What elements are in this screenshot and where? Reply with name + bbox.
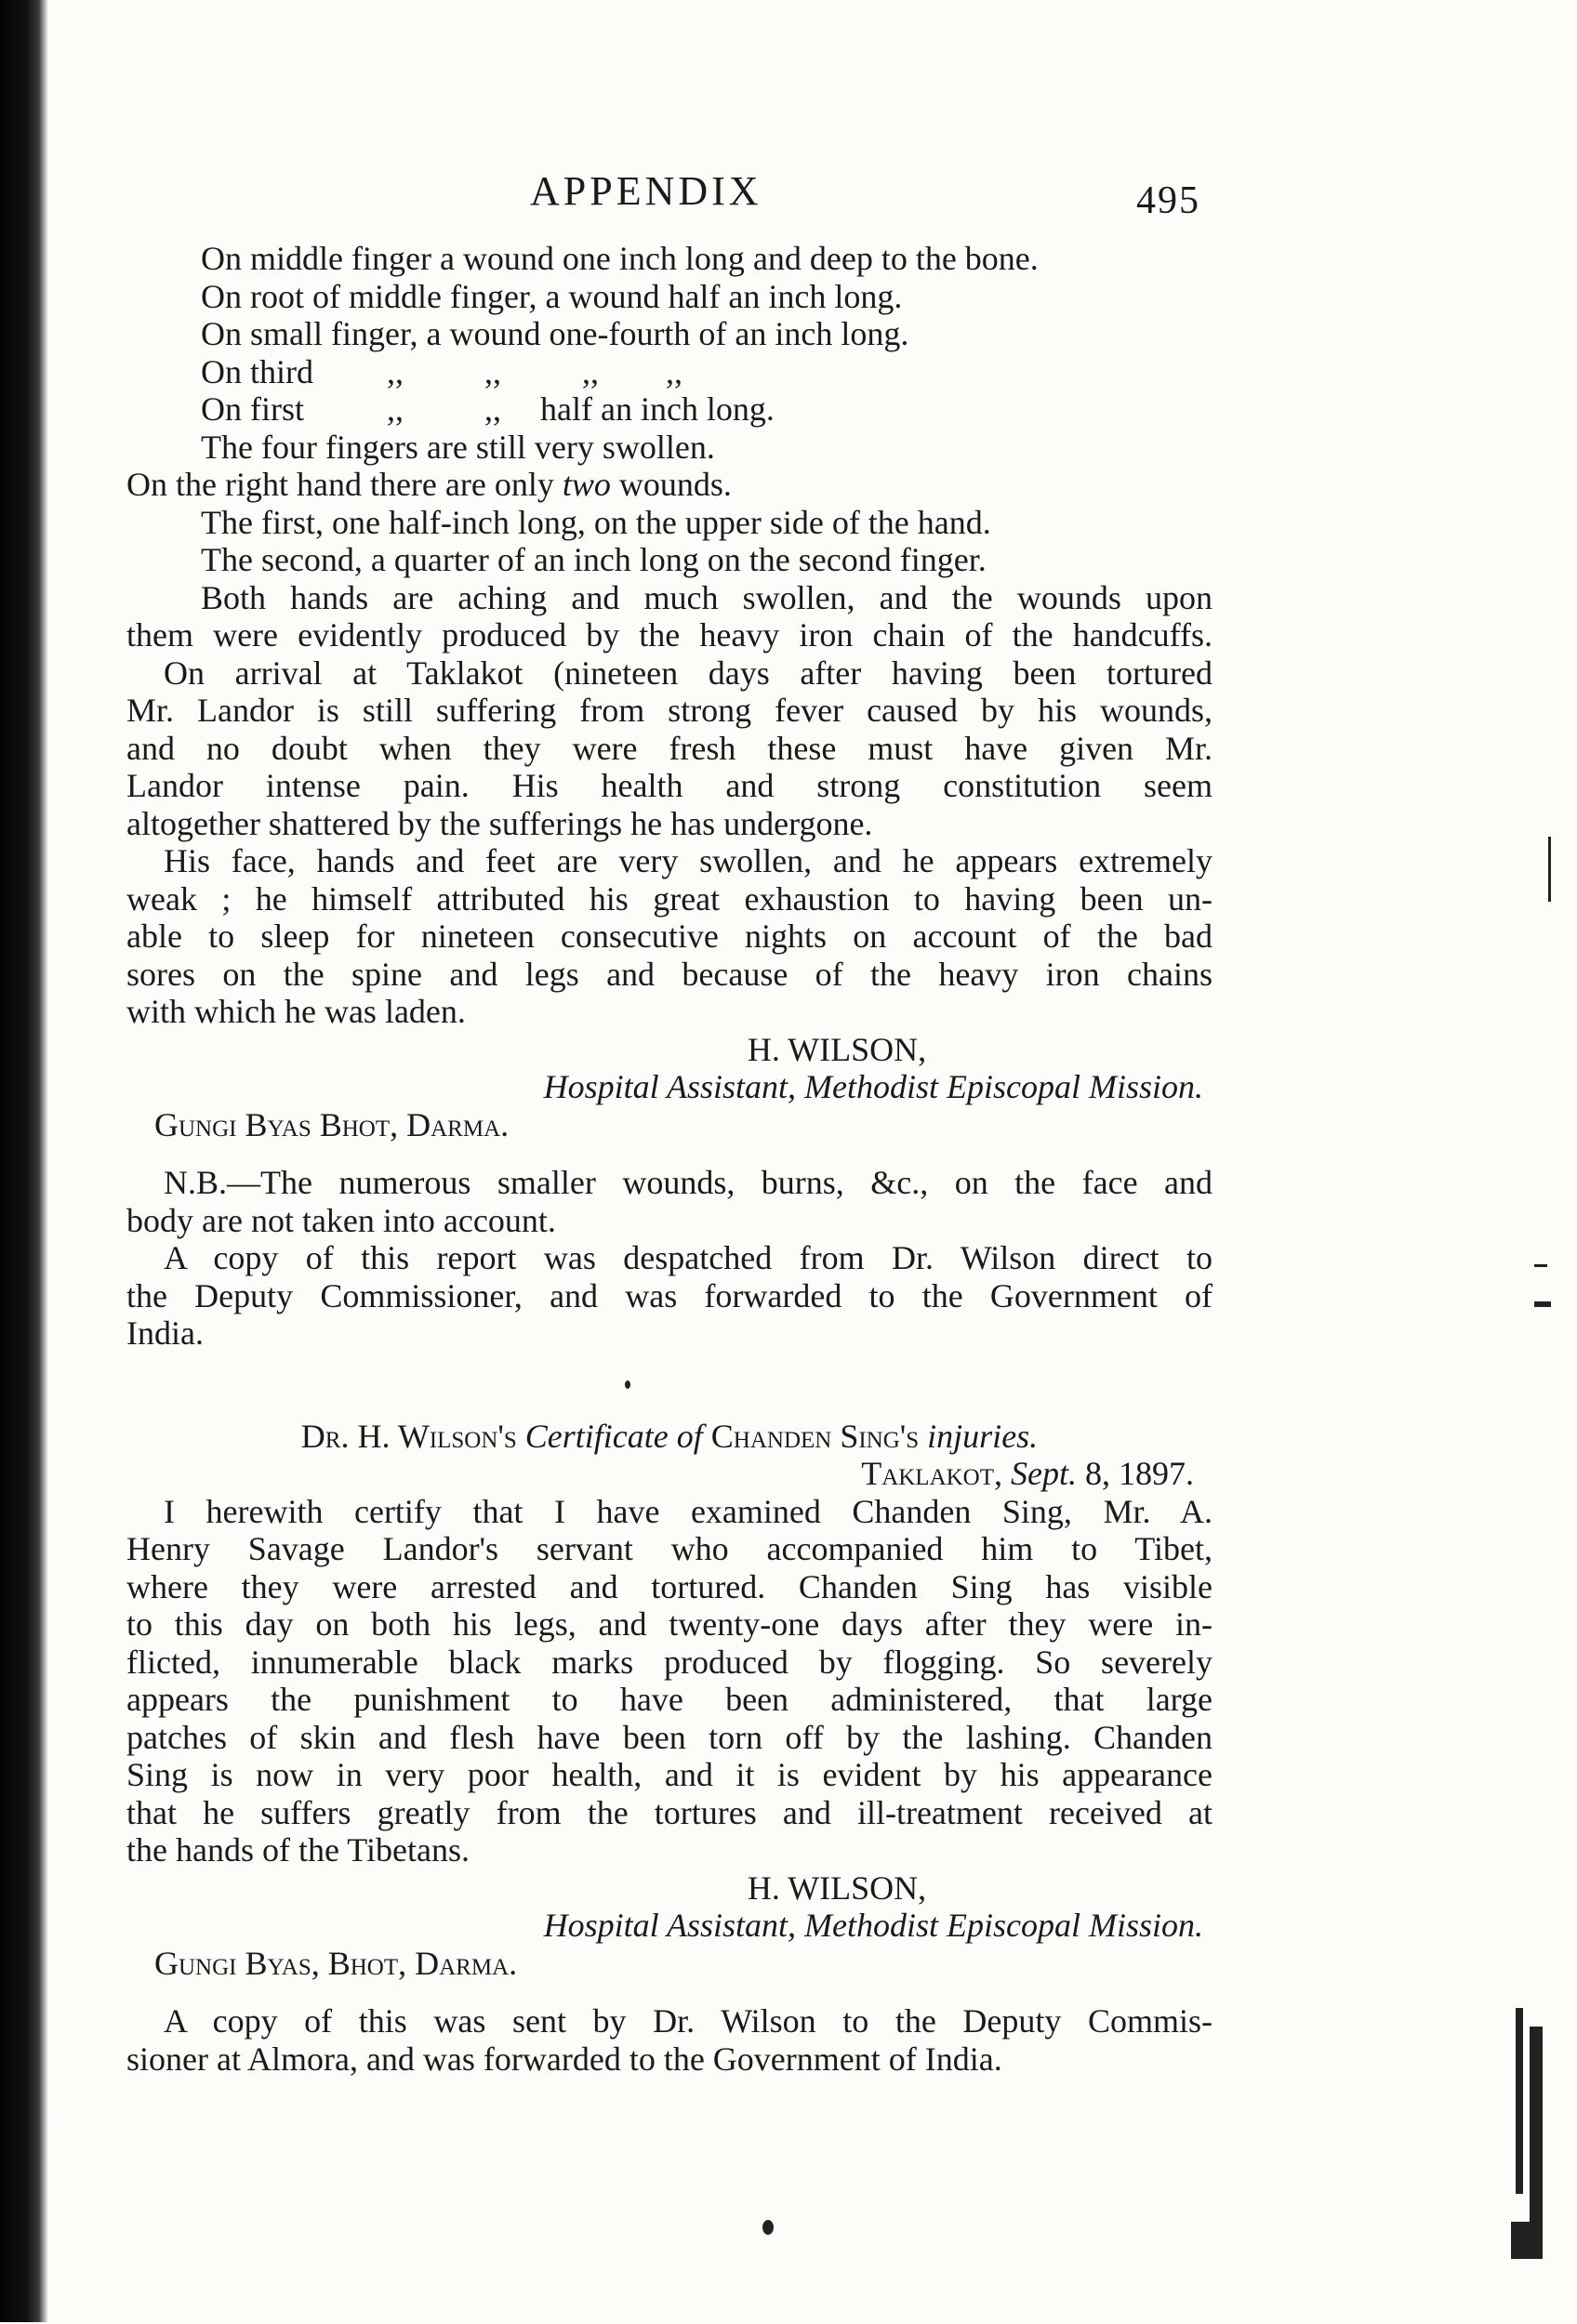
paragraph-line: where they were arrested and tortured. Chanden Sing has visible bbox=[126, 1567, 1213, 1605]
signature-name: H. WILSON, bbox=[747, 1868, 927, 1907]
place-line: Gungi Byas Bhot, Darma. bbox=[154, 1105, 510, 1143]
heading-certificate: Certificate of bbox=[524, 1417, 703, 1455]
paragraph-line: the Deputy Commissioner, and was forwarded to the Government of bbox=[126, 1276, 1213, 1314]
paragraph-line: A copy of this report was despatched from Dr. Wilson direct to bbox=[164, 1239, 1213, 1276]
paragraph-line: flicted, innumerable black marks produced by flogging. So severely bbox=[126, 1643, 1213, 1681]
paragraph-line: them were evidently produced by the heavy iron chain of the handcuffs. bbox=[126, 616, 1213, 654]
first-wound-line: The first, one half-inch long, on the upper side of the hand. bbox=[201, 503, 991, 541]
page-number: 495 bbox=[1136, 179, 1200, 222]
place-line: Gungi Byas, Bhot, Darma. bbox=[154, 1944, 518, 1982]
heading-name: Dr. H. Wilson's bbox=[300, 1417, 517, 1455]
page-body bbox=[126, 240, 1213, 2078]
signature-title: Hospital Assistant, Methodist Episcopal Mission. bbox=[543, 1907, 1203, 1944]
paragraph-line: On arrival at Taklakot (nineteen days after having been tortured bbox=[164, 654, 1213, 692]
running-header bbox=[0, 167, 1577, 232]
date-month: Sept. bbox=[1011, 1455, 1077, 1492]
book-binding-edge bbox=[0, 0, 48, 2322]
date-line bbox=[126, 1455, 1213, 1493]
paragraph-line: Both hands are aching and much swollen, and the wounds upon bbox=[201, 578, 1213, 616]
ditto-mark: ,, bbox=[484, 352, 501, 390]
paragraph-line: N.B.—The numerous smaller wounds, burns, &c., on the face and bbox=[164, 1164, 1213, 1201]
second-wound-line: The second, a quarter of an inch long on the second finger. bbox=[201, 541, 987, 578]
paragraph-line: His face, hands and feet are very swollen, and he appears extremely bbox=[164, 842, 1213, 879]
paragraph-line: Mr. Landor is still suffering from strong fever caused by his wounds, bbox=[126, 692, 1213, 729]
paragraph-line: Henry Savage Landor's servant who accompanied him to Tibet, bbox=[126, 1530, 1213, 1567]
signature-title: Hospital Assistant, Methodist Episcopal Mission. bbox=[543, 1068, 1203, 1105]
ditto-mark: ,, bbox=[484, 390, 501, 428]
paragraph-line: that he suffers greatly from the tortures and ill-treatment received at bbox=[126, 1793, 1213, 1831]
ditto-line-first bbox=[126, 390, 1213, 429]
finger-line: On root of middle finger, a wound half an inch long. bbox=[201, 277, 903, 315]
heading-injuries: injuries. bbox=[927, 1417, 1039, 1455]
paragraph-line: I herewith certify that I have examined Chanden Sing, Mr. A. bbox=[164, 1492, 1213, 1530]
heading-subject: Chanden Sing's bbox=[710, 1417, 920, 1455]
right-hand-pre: On the right hand there are only bbox=[126, 466, 563, 503]
ditto-label: On first bbox=[201, 390, 304, 428]
paragraph-line: patches of skin and flesh have been torn off by the lashing. Chanden bbox=[126, 1718, 1213, 1756]
stray-mark bbox=[625, 1380, 630, 1389]
right-hand-emphasis: two bbox=[562, 466, 611, 503]
finger-line: On middle finger a wound one inch long and deep to the bone. bbox=[201, 240, 1039, 277]
date-place: Taklakot, bbox=[861, 1455, 1003, 1492]
right-hand-line bbox=[126, 466, 1213, 504]
paragraph-line: body are not taken into account. bbox=[126, 1201, 556, 1239]
scan-specks bbox=[1451, 521, 1562, 2324]
paragraph-line: with which he was laden. bbox=[126, 993, 466, 1030]
paragraph-line: Sing is now in very poor health, and it is evident by his appearance bbox=[126, 1756, 1213, 1793]
paragraph-line: sores on the spine and legs and because of the heavy iron chains bbox=[126, 955, 1213, 993]
ditto-mark: ,, bbox=[387, 352, 404, 390]
paragraph-line: to this day on both his legs, and twenty-one days after they were in- bbox=[126, 1605, 1213, 1643]
finger-line: On small finger, a wound one-fourth of an inch long. bbox=[201, 315, 909, 352]
ditto-label: On third bbox=[201, 352, 313, 390]
ditto-rest: half an inch long. bbox=[540, 390, 775, 428]
paragraph-line: India. bbox=[126, 1314, 204, 1352]
certificate-heading bbox=[126, 1418, 1213, 1456]
ditto-line-third bbox=[126, 353, 1213, 391]
paragraph-line: altogether shattered by the sufferings he has undergone. bbox=[126, 804, 873, 842]
paragraph-line: the hands of the Tibetans. bbox=[126, 1831, 470, 1868]
date-rest: 8, 1897. bbox=[1085, 1455, 1194, 1492]
paragraph-line: and no doubt when they were fresh these must have given Mr. bbox=[126, 729, 1213, 767]
paragraph-line: A copy of this was sent by Dr. Wilson to the Deputy Commis- bbox=[164, 2002, 1213, 2040]
paragraph-line: weak ; he himself attributed his great exhaustion to having been un- bbox=[126, 879, 1213, 918]
swollen-line: The four fingers are still very swollen. bbox=[201, 428, 715, 466]
page-title: APPENDIX bbox=[530, 168, 762, 214]
stray-mark bbox=[762, 2220, 774, 2235]
paragraph-line: able to sleep for nineteen consecutive nights on account of the bad bbox=[126, 918, 1213, 955]
ditto-mark: ,, bbox=[387, 390, 404, 428]
paragraph-line: Landor intense pain. His health and strong constitution seem bbox=[126, 767, 1213, 804]
paragraph-line: sioner at Almora, and was forwarded to the Government of India. bbox=[126, 2040, 1002, 2078]
signature-name: H. WILSON, bbox=[747, 1030, 927, 1068]
right-hand-post: wounds. bbox=[610, 466, 732, 503]
ditto-mark: ,, bbox=[582, 352, 599, 390]
ditto-mark: ,, bbox=[666, 352, 682, 390]
paragraph-line: appears the punishment to have been administered, that large bbox=[126, 1681, 1213, 1718]
